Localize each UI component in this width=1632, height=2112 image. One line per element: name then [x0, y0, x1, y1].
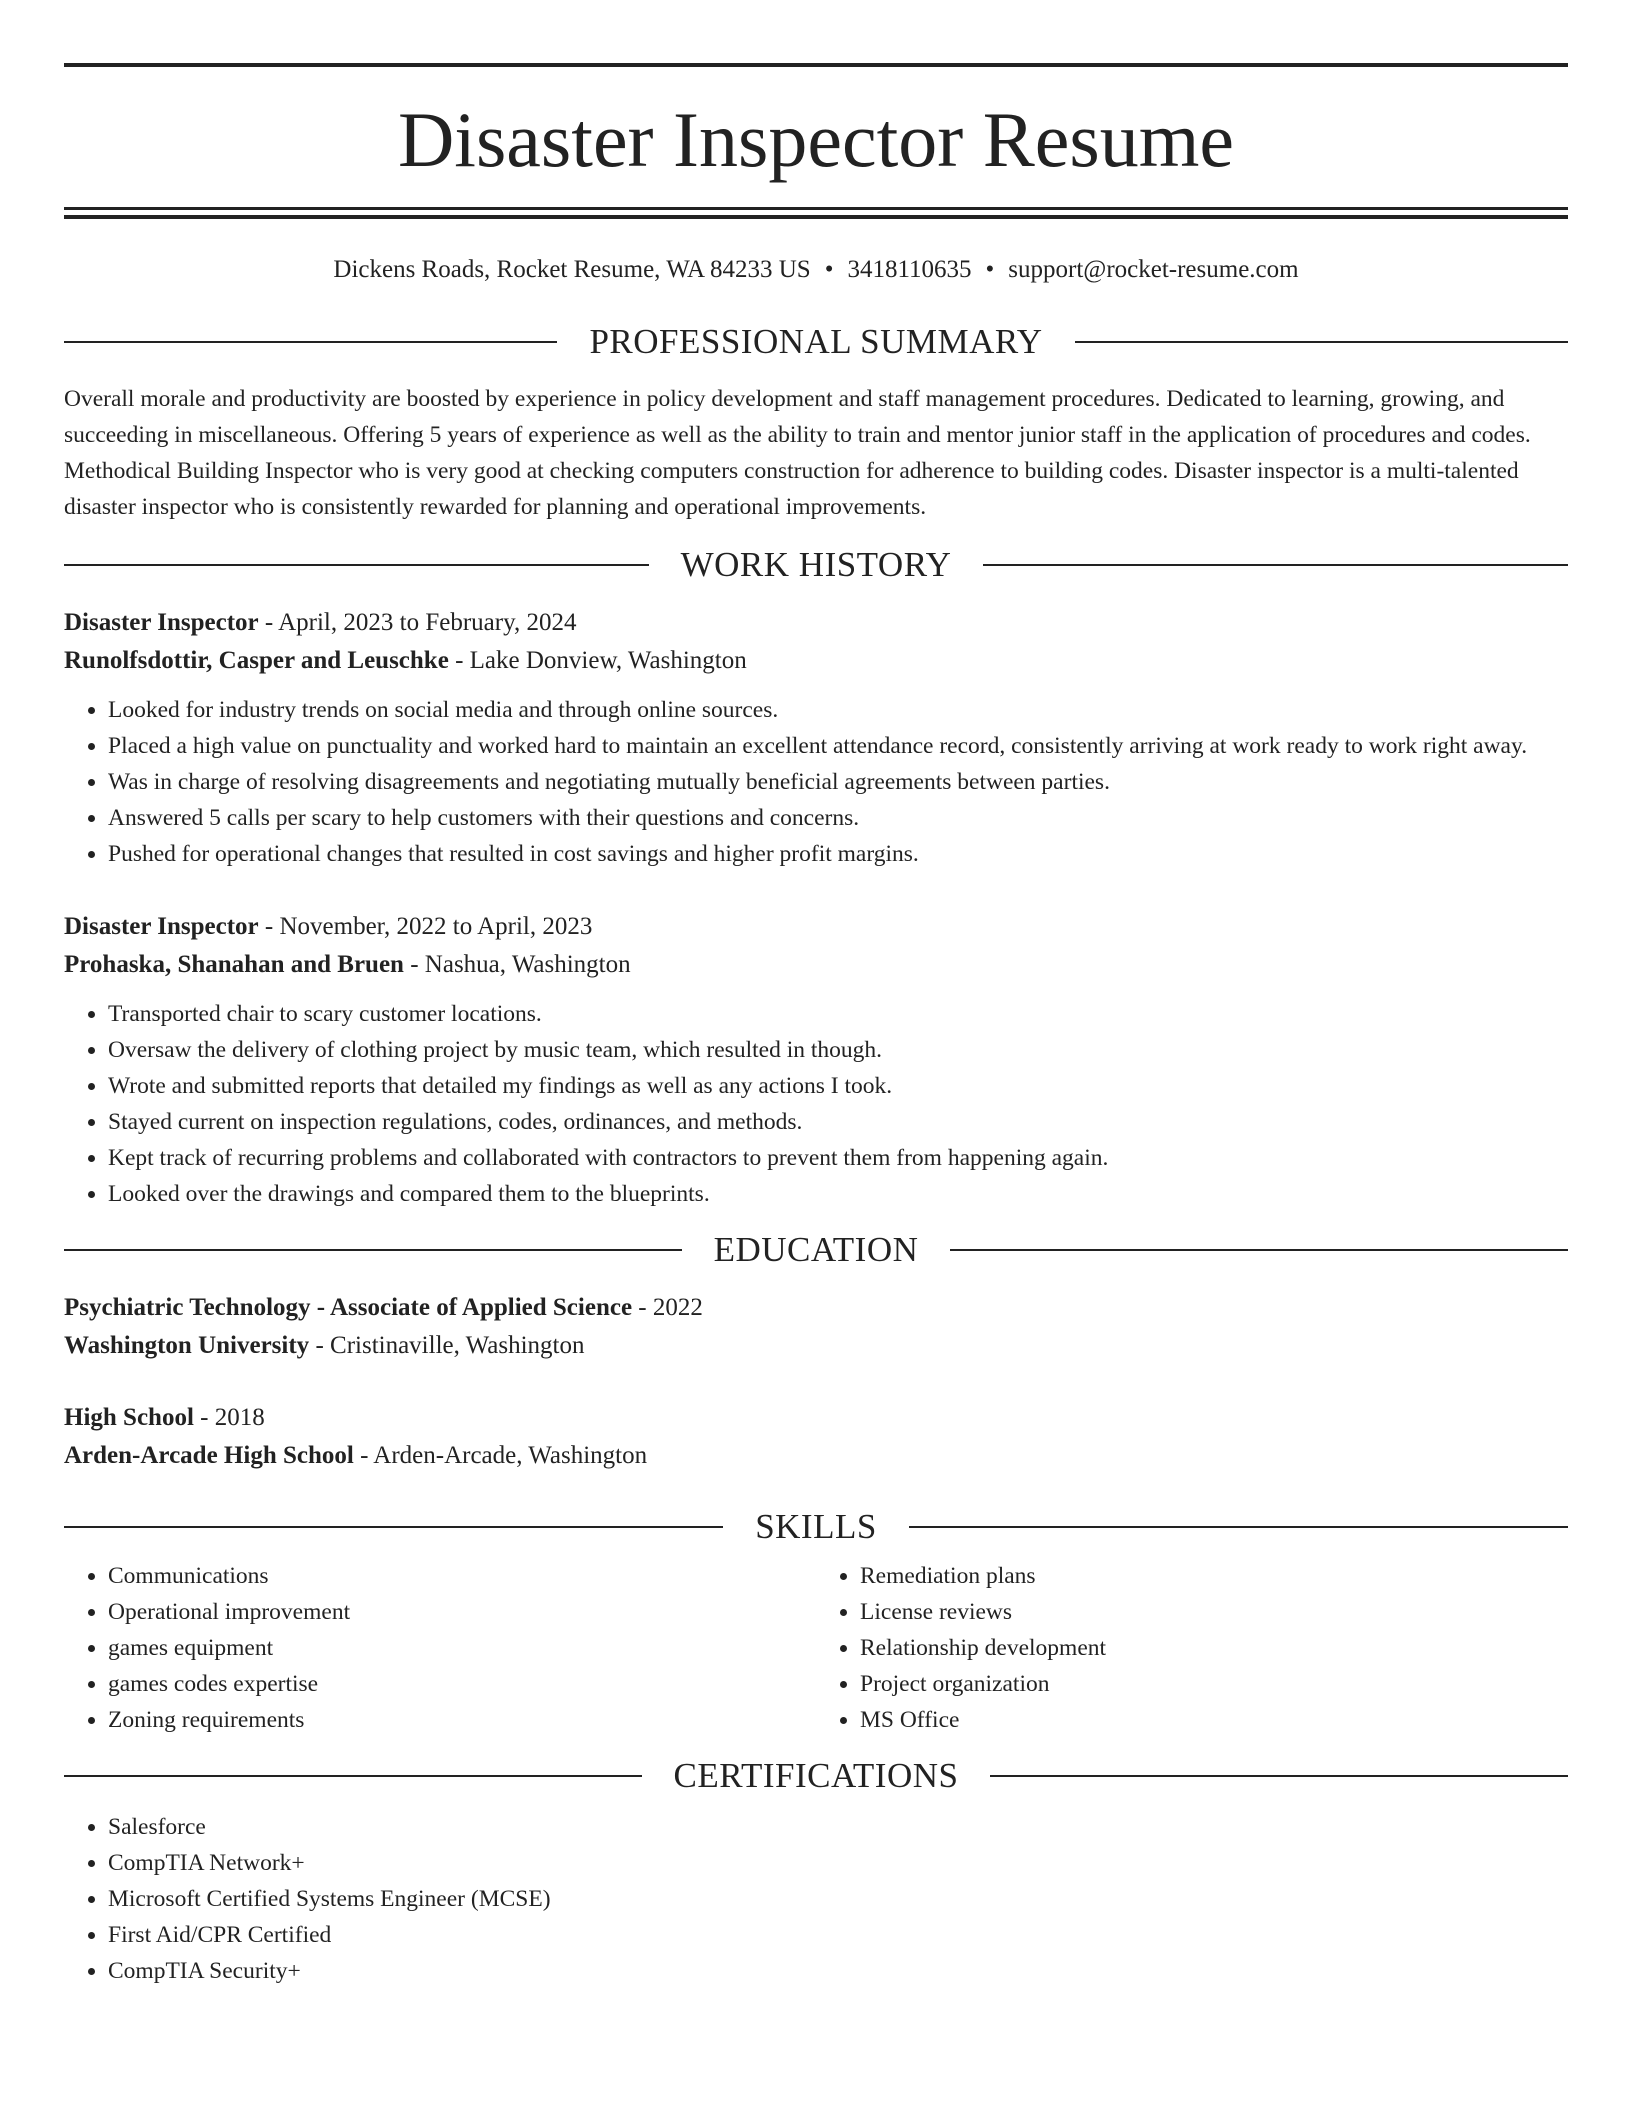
list-item: • Remediation plans [860, 1558, 1568, 1594]
school: Washington University [64, 1332, 310, 1359]
list-item: • Looked over the drawings and compared them to the blueprints. [108, 1176, 1568, 1212]
section-header-education [64, 1232, 1568, 1267]
list-item: • Answered 5 calls per scary to help customers with their questions and concerns. [108, 800, 1568, 836]
degree: High School [64, 1404, 194, 1431]
section-header-summary [64, 324, 1568, 359]
list-item: • Looked for industry trends on social media and through online sources. [108, 692, 1568, 728]
list-item: • CompTIA Security+ [108, 1953, 1568, 1989]
list-item: • Was in charge of resolving disagreements and negotiating mutually beneficial agreements between parties. [108, 764, 1568, 800]
header-double-rule [64, 207, 1568, 219]
job-company: Runolfsdottir, Casper and Leuschke [64, 647, 449, 674]
job-title: Disaster Inspector [64, 913, 259, 940]
list-item: • MS Office [860, 1702, 1568, 1738]
certifications-list [64, 1809, 1568, 1989]
job-title-line [64, 908, 1568, 946]
contact-phone: 3418110635 [847, 256, 972, 283]
job-dates: - November, 2022 to April, 2023 [258, 913, 593, 940]
degree-line [64, 1289, 1568, 1327]
section-title: CERTIFICATIONS [673, 1756, 959, 1795]
job-title-line [64, 604, 1568, 642]
divider [1075, 341, 1568, 343]
list-item: • Placed a high value on punctuality and worked hard to maintain an excellent attendance record, consistently arriving at work ready to work right away. [108, 728, 1568, 764]
list-item: • Relationship development [860, 1630, 1568, 1666]
list-item: • Transported chair to scary customer locations. [108, 996, 1568, 1032]
list-item: • Oversaw the delivery of clothing project by music team, which resulted in though. [108, 1032, 1568, 1068]
contact-email[interactable]: support@rocket-resume.com [1008, 256, 1299, 283]
job-bullets [64, 996, 1568, 1212]
list-item: • CompTIA Network+ [108, 1845, 1568, 1881]
divider [983, 564, 1568, 566]
list-item: • Project organization [860, 1666, 1568, 1702]
skills-list-left [64, 1558, 816, 1738]
job-entry [64, 604, 1568, 872]
list-item: • Salesforce [108, 1809, 1568, 1845]
section-title: PROFESSIONAL SUMMARY [589, 322, 1043, 361]
school: Arden-Arcade High School [64, 1442, 354, 1469]
divider [64, 341, 557, 343]
job-entry [64, 908, 1568, 1212]
divider [909, 1526, 1568, 1528]
degree-year: - 2022 [632, 1294, 703, 1321]
job-location: - Lake Donview, Washington [448, 647, 747, 674]
contact-separator: • [985, 256, 995, 283]
degree-line [64, 1399, 1568, 1437]
list-item: • Microsoft Certified Systems Engineer (MCSE) [108, 1881, 1568, 1917]
divider [990, 1775, 1568, 1777]
school-line [64, 1327, 1568, 1365]
resume-title: Disaster Inspector Resume [397, 96, 1235, 183]
section-header-work [64, 547, 1568, 582]
job-location: - Nashua, Washington [403, 951, 631, 978]
top-rule [64, 63, 1568, 67]
contact-separator: • [824, 256, 834, 283]
list-item: • Pushed for operational changes that resulted in cost savings and higher profit margins. [108, 836, 1568, 872]
job-company: Prohaska, Shanahan and Bruen [64, 951, 404, 978]
skills-list-right [816, 1558, 1568, 1738]
resume-page [64, 0, 1568, 1989]
section-title: EDUCATION [713, 1230, 919, 1269]
skills-columns [64, 1558, 1568, 1738]
list-item: • games codes expertise [108, 1666, 816, 1702]
list-item: • License reviews [860, 1594, 1568, 1630]
school-location: - Arden-Arcade, Washington [353, 1442, 648, 1469]
degree: Psychiatric Technology - Associate of Applied Science [64, 1294, 633, 1321]
school-location: - Cristinaville, Washington [309, 1332, 585, 1359]
contact-address: Dickens Roads, Rocket Resume, WA 84233 US [333, 256, 811, 283]
section-title: SKILLS [755, 1507, 877, 1546]
job-company-line [64, 642, 1568, 680]
job-bullets [64, 692, 1568, 872]
contact-line [64, 256, 1568, 284]
job-title: Disaster Inspector [64, 609, 259, 636]
list-item: • Operational improvement [108, 1594, 816, 1630]
degree-year: - 2018 [193, 1404, 265, 1431]
divider [64, 1775, 642, 1777]
job-dates: - April, 2023 to February, 2024 [258, 609, 577, 636]
list-item: • Zoning requirements [108, 1702, 816, 1738]
section-title: WORK HISTORY [680, 545, 952, 584]
divider [950, 1249, 1568, 1251]
job-company-line [64, 946, 1568, 984]
education-entry [64, 1289, 1568, 1365]
divider [64, 1526, 723, 1528]
list-item: • games equipment [108, 1630, 816, 1666]
divider [64, 564, 649, 566]
education-entry [64, 1399, 1568, 1475]
list-item: • Wrote and submitted reports that detailed my findings as well as any actions I took. [108, 1068, 1568, 1104]
school-line [64, 1437, 1568, 1475]
list-item: • Stayed current on inspection regulations, codes, ordinances, and methods. [108, 1104, 1568, 1140]
list-item: • Communications [108, 1558, 816, 1594]
section-header-certifications [64, 1758, 1568, 1793]
list-item: • Kept track of recurring problems and collaborated with contractors to prevent them from happening again. [108, 1140, 1568, 1176]
summary-text: Overall morale and productivity are boosted by experience in policy development and staff management procedures. Dedicated to learning, growing, and succeeding in miscellaneous. Offering 5 years of experience as well as the ability to train and mentor junior staff in the application of procedures and codes. Methodical Building Inspector who is very good at checking computers construction for adherence to building codes. Disaster inspector is a multi-talented disaster inspector who is consistently rewarded for planning and operational improvements. [64, 386, 1531, 520]
section-header-skills [64, 1509, 1568, 1544]
list-item: • First Aid/CPR Certified [108, 1917, 1568, 1953]
divider [64, 1249, 682, 1251]
